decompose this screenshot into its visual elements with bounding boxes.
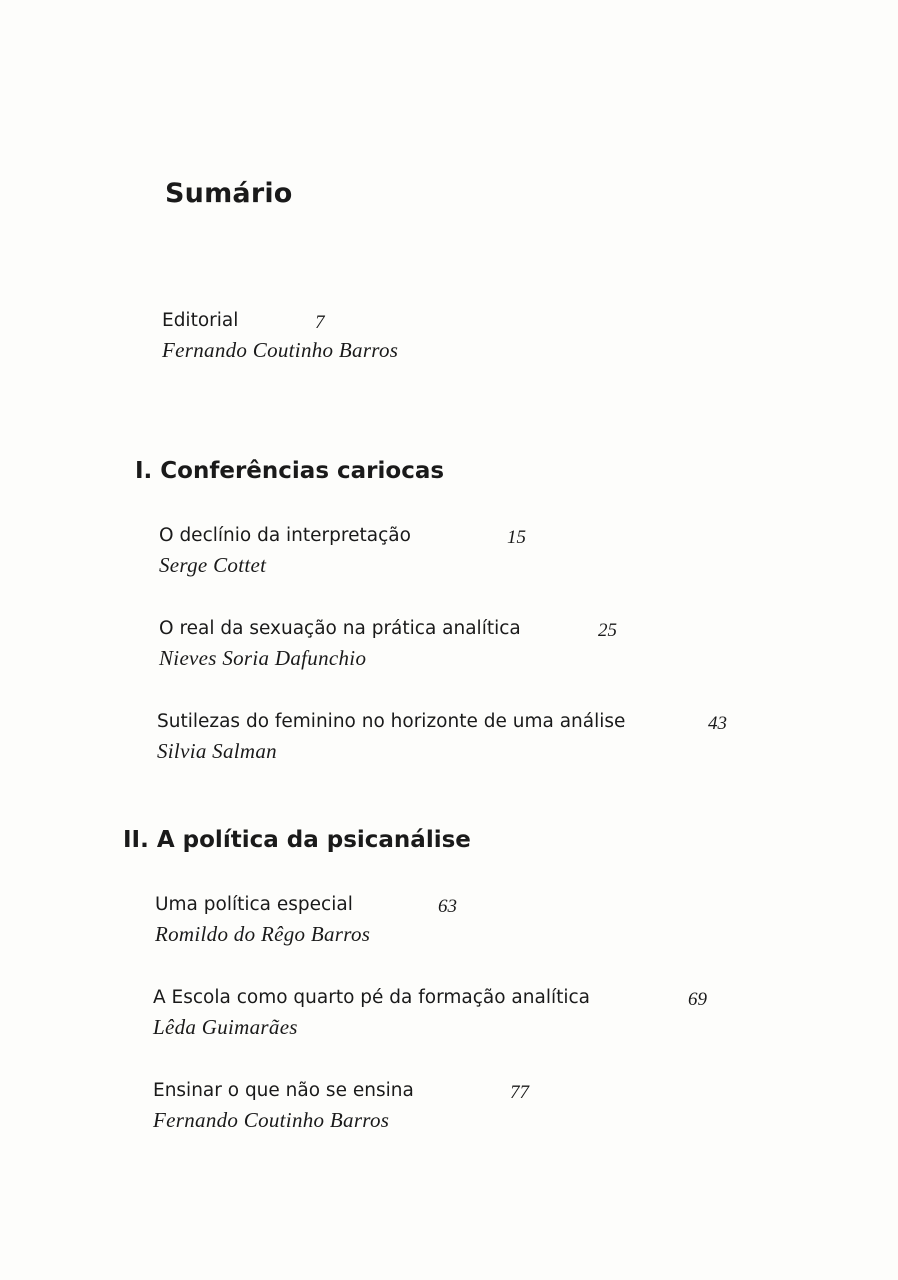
toc-entry-title: Ensinar o que não se ensina: [153, 1080, 414, 1101]
toc-entry-author: Fernando Coutinho Barros: [162, 338, 399, 362]
toc-entry-author: Fernando Coutinho Barros: [153, 1108, 390, 1132]
page-title: Sumário: [165, 178, 293, 209]
toc-entry-page-number: 43: [708, 713, 727, 734]
toc-entry-author: Serge Cottet: [159, 553, 267, 577]
toc-entry-page-number: 25: [598, 620, 617, 641]
toc-entry-title: Sutilezas do feminino no horizonte de uma análise: [157, 711, 626, 732]
toc-entry-author: Nieves Soria Dafunchio: [159, 646, 367, 670]
toc-entry-page-number: 77: [510, 1082, 529, 1103]
toc-entry-author: Romildo do Rêgo Barros: [155, 922, 371, 946]
toc-entry-page-number: 63: [438, 896, 457, 917]
toc-entry-title: O declínio da interpretação: [159, 525, 411, 546]
toc-entry-title: Editorial: [162, 310, 239, 331]
toc-entry-author: Silvia Salman: [157, 739, 277, 763]
toc-entry-title: A Escola como quarto pé da formação analítica: [153, 987, 591, 1008]
toc-entry-page-number: 15: [507, 527, 526, 548]
toc-entry-page-number: 69: [688, 989, 707, 1010]
toc-entry-title: O real da sexuação na prática analítica: [159, 618, 521, 639]
toc-entry-author: Lêda Guimarães: [153, 1015, 298, 1039]
toc-entry-page-number: 7: [315, 312, 325, 333]
toc-entry-title: Uma política especial: [155, 894, 353, 915]
section-heading: I. Conferências cariocas: [135, 458, 445, 484]
section-heading: II. A política da psicanálise: [123, 827, 471, 853]
